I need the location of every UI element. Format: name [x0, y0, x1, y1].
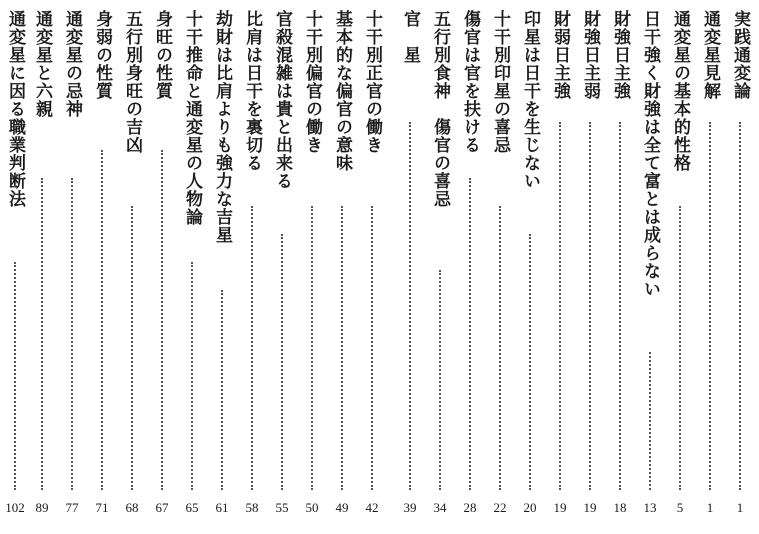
toc-entry-page: 68 [125, 500, 139, 515]
toc-entry [89, 10, 115, 528]
toc-entry-title: 十干別印星の喜忌 [490, 10, 510, 154]
dot-leader [529, 234, 531, 490]
toc-entry-title: 十干推命と通変星の人物論 [182, 10, 202, 226]
dot-leader [131, 206, 133, 490]
dot-leader [559, 122, 561, 490]
toc-entry-page: 13 [643, 500, 657, 515]
toc-entry-title: 通変星見解 [700, 10, 720, 100]
toc-entry-page: 102 [5, 500, 25, 515]
toc-entry-title: 実践通変論 [730, 10, 750, 100]
toc-entry-title: 通変星の基本的性格 [670, 10, 690, 172]
toc-entry-title: 身旺の性質 [152, 10, 172, 100]
toc-entry-page: 34 [433, 500, 447, 515]
toc-entry-page: 49 [335, 500, 349, 515]
toc-entry-title: 基本的な偏官の意味 [332, 10, 352, 172]
toc-entry-title: 通変星と六親 [32, 10, 52, 118]
dot-leader [161, 150, 163, 490]
toc-entry [149, 10, 175, 528]
toc-entry-page: 22 [493, 500, 507, 515]
toc-entry [697, 10, 723, 528]
dot-leader [41, 178, 43, 490]
toc-entry [239, 10, 265, 528]
toc-entry-page: 55 [275, 500, 289, 515]
toc-entry [179, 10, 205, 528]
toc-entry-page: 89 [35, 500, 49, 515]
toc-entry-page: 18 [613, 500, 627, 515]
toc-entry-title: 十干別正官の働き [362, 10, 382, 154]
toc-entry-page: 71 [95, 500, 109, 515]
dot-leader [341, 206, 343, 490]
toc-entry [457, 10, 483, 528]
toc-entry-title: 財強日主弱 [580, 10, 600, 100]
toc-entry [359, 10, 385, 528]
toc-entry-page: 20 [523, 500, 537, 515]
dot-leader [71, 178, 73, 490]
toc-entry-page: 1 [706, 500, 714, 515]
toc-entry-title: 日干強く財強は全て富とは成らない [640, 10, 660, 298]
toc-entry [487, 10, 513, 528]
toc-entry-title: 五行別身旺の吉凶 [122, 10, 142, 154]
toc-entry [637, 10, 663, 528]
dot-leader [409, 122, 411, 490]
toc-entry [329, 10, 355, 528]
dot-leader [281, 234, 283, 490]
toc-entry [667, 10, 693, 528]
toc-entry-page: 5 [676, 500, 684, 515]
toc-entry [269, 10, 295, 528]
toc-entry-page: 58 [245, 500, 259, 515]
toc-entry-page: 39 [403, 500, 417, 515]
toc-entry [547, 10, 573, 528]
dot-leader [619, 122, 621, 490]
toc-entry-title: 劫財は比肩よりも強力な吉星 [212, 10, 232, 244]
toc-entry-page: 77 [65, 500, 79, 515]
dot-leader [221, 290, 223, 490]
dot-leader [709, 122, 711, 490]
dot-leader [679, 206, 681, 490]
toc-entry-page: 61 [215, 500, 229, 515]
dot-leader [311, 206, 313, 490]
toc-entry-title: 五行別食神 傷官の喜忌 [430, 10, 450, 208]
dot-leader [469, 178, 471, 490]
toc-entry [397, 10, 423, 528]
toc-entry-page: 19 [583, 500, 597, 515]
toc-entry [2, 10, 28, 528]
toc-entry-page: 65 [185, 500, 199, 515]
dot-leader [14, 262, 16, 490]
toc-entry [727, 10, 753, 528]
toc-entry-title: 比肩は日干を裏切る [242, 10, 262, 172]
toc-entry-title: 傷官は官を扶ける [460, 10, 480, 154]
toc-entry-page: 50 [305, 500, 319, 515]
dot-leader [499, 206, 501, 490]
toc-entry [577, 10, 603, 528]
dot-leader [251, 206, 253, 490]
toc-entry-page: 28 [463, 500, 477, 515]
toc-entry-title: 身弱の性質 [92, 10, 112, 100]
toc-entry-page: 19 [553, 500, 567, 515]
toc-entry [299, 10, 325, 528]
toc-entry-title: 印星は日干を生じない [520, 10, 540, 190]
toc-entry-page: 42 [365, 500, 379, 515]
dot-leader [439, 270, 441, 490]
dot-leader [371, 206, 373, 490]
toc-entry [119, 10, 145, 528]
toc-entry-title: 財弱日主強 [550, 10, 570, 100]
toc-entry [427, 10, 453, 528]
toc-entry [29, 10, 55, 528]
toc-entry-title: 官殺混雑は貴と出来る [272, 10, 292, 190]
toc-entry-title: 財強日主強 [610, 10, 630, 100]
toc-entry-page: 67 [155, 500, 169, 515]
toc-entry [517, 10, 543, 528]
toc-entry-title: 通変星に因る職業判断法 [5, 10, 25, 208]
toc-entry [607, 10, 633, 528]
dot-leader [739, 122, 741, 490]
dot-leader [191, 262, 193, 490]
dot-leader [589, 122, 591, 490]
toc-entry [59, 10, 85, 528]
dot-leader [101, 150, 103, 490]
toc-entry-page: 1 [736, 500, 744, 515]
toc-entry-title: 官 星 [400, 10, 420, 64]
toc-entry [209, 10, 235, 528]
toc-entry-title: 十干別偏官の働き [302, 10, 322, 154]
toc-entry-title: 通変星の忌神 [62, 10, 82, 118]
dot-leader [649, 352, 651, 490]
